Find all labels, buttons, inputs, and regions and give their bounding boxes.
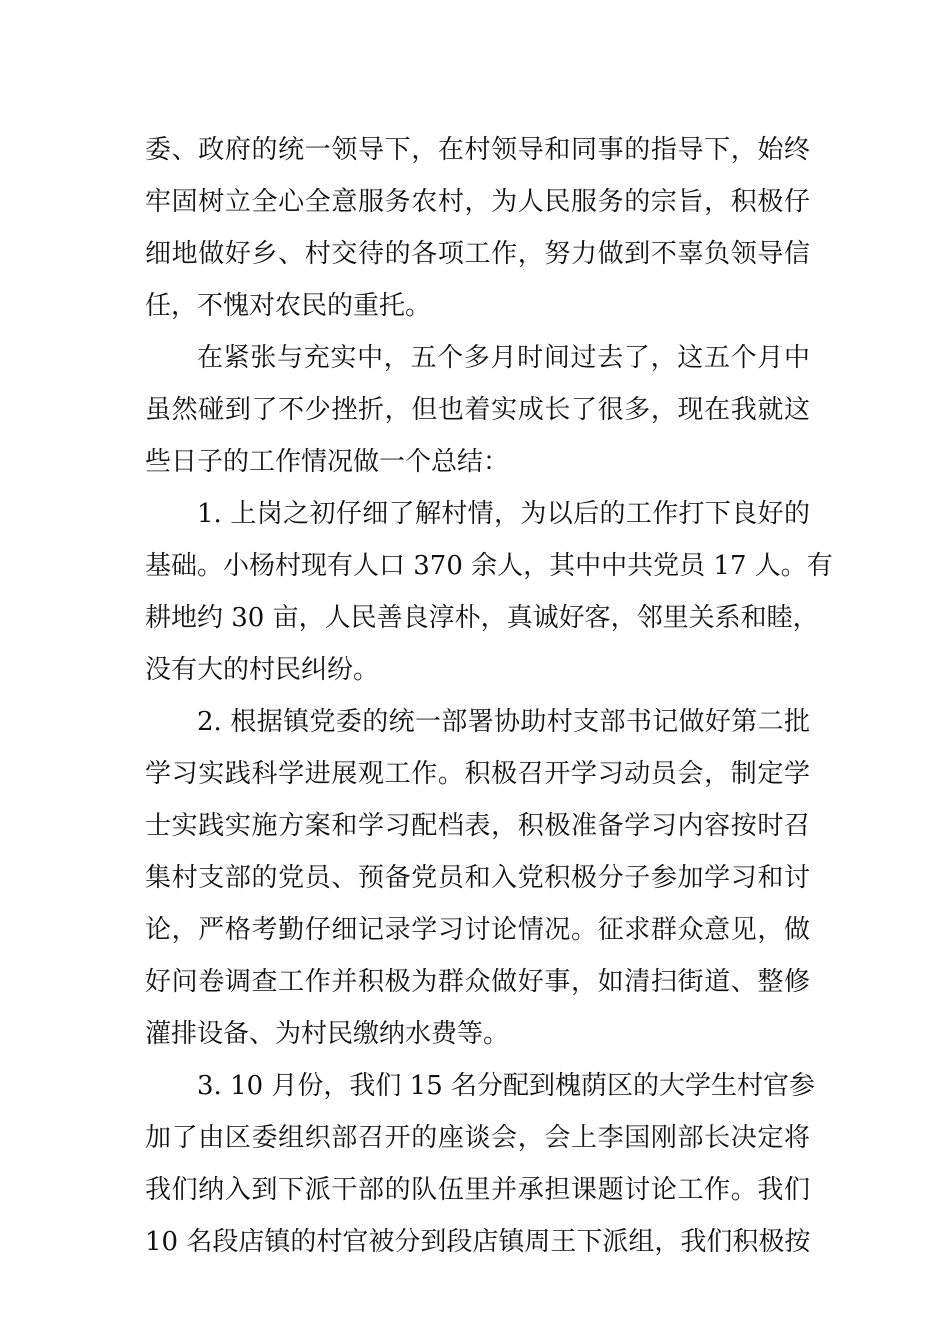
- text-line: 学习实践科学进展观工作。积极召开学习动员会，制定学: [145, 759, 810, 789]
- text-line: 2. 根据镇党委的统一部署协助村支部书记做好第二批: [197, 707, 810, 737]
- text-line: 委、政府的统一领导下，在村领导和同事的指导下，始终: [145, 135, 810, 165]
- text-line: 灌排设备、为村民缴纳水费等。: [145, 1019, 510, 1049]
- text-line: 论，严格考勤仔细记录学习讨论情况。征求群众意见，做: [145, 915, 810, 945]
- text-line: 牢固树立全心全意服务农村，为人民服务的宗旨，积极仔: [145, 187, 810, 217]
- text-line: 些日子的工作情况做一个总结：: [145, 447, 510, 477]
- text-line: 集村支部的党员、预备党员和入党积极分子参加学习和讨: [145, 863, 810, 893]
- text-line: 好问卷调查工作并积极为群众做好事，如清扫街道、整修: [145, 967, 810, 997]
- text-line: 耕地约 30 亩，人民善良淳朴，真诚好客，邻里关系和睦，: [145, 603, 819, 633]
- text-line: 加了由区委组织部召开的座谈会，会上李国刚部长决定将: [145, 1123, 810, 1153]
- text-line: 任，不愧对农民的重托。: [145, 291, 432, 321]
- text-line: 士实践实施方案和学习配档表，积极准备学习内容按时召: [145, 811, 810, 841]
- text-line: 基础。小杨村现有人口 370 余人，其中中共党员 17 人。有: [145, 551, 833, 581]
- text-line: 1. 上岗之初仔细了解村情，为以后的工作打下良好的: [197, 499, 810, 529]
- text-line: 虽然碰到了不少挫折，但也着实成长了很多，现在我就这: [145, 395, 810, 425]
- text-line: 3. 10 月份，我们 15 名分配到槐荫区的大学生村官参: [197, 1071, 816, 1101]
- text-line: 在紧张与充实中，五个多月时间过去了，这五个月中: [197, 343, 810, 373]
- text-line: 我们纳入到下派干部的队伍里并承担课题讨论工作。我们: [145, 1175, 810, 1205]
- text-line: 没有大的村民纠纷。: [145, 655, 380, 685]
- text-line: 细地做好乡、村交待的各项工作，努力做到不辜负领导信: [145, 239, 810, 269]
- text-line: 10 名段店镇的村官被分到段店镇周王下派组，我们积极按: [145, 1227, 811, 1257]
